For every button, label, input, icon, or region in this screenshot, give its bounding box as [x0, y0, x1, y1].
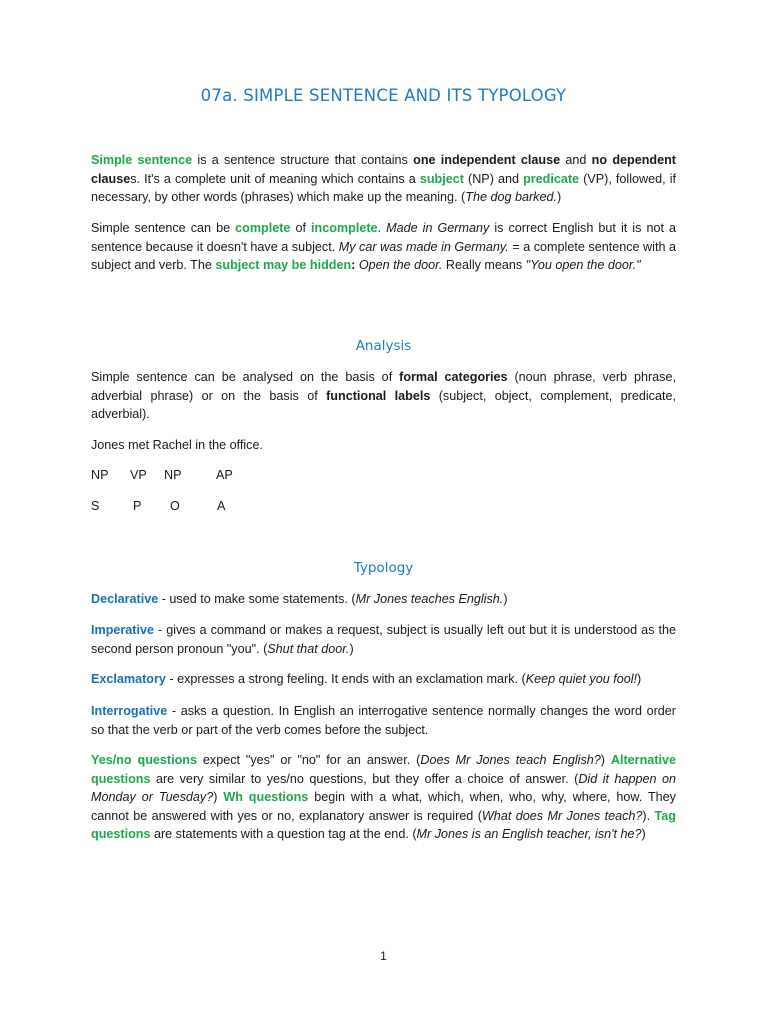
text: (NP) and	[463, 171, 524, 186]
bold-text: no dependent clause	[91, 153, 676, 186]
analysis-paragraph	[91, 368, 676, 424]
text: are very similar to yes/no questions, but they offer a choice of answer. (	[150, 771, 579, 786]
example-text: My car was made in Germany.	[338, 239, 509, 254]
example-text: Does Mr Jones teach English?	[420, 753, 601, 767]
term-simple-sentence: Simple sentence	[91, 153, 193, 167]
text: )	[349, 641, 354, 656]
example-text: Open the door.	[358, 258, 443, 273]
text: (noun phrase, verb phrase, adverbial phrase) or on the basis of	[91, 370, 676, 403]
example-text: The dog barked.	[465, 190, 557, 205]
term-complete: complete	[235, 221, 291, 235]
text: is a sentence structure that contains	[192, 153, 414, 167]
term-exclamatory: Exclamatory	[91, 672, 166, 686]
text: is correct English but it is not a sentence because it doesn't have a subject.	[91, 221, 677, 254]
label-np-1: NP	[91, 468, 109, 482]
text: )	[600, 753, 611, 767]
intro-paragraph-2	[91, 219, 676, 275]
page-title: 07a. SIMPLE SENTENCE AND ITS TYPOLOGY	[200, 86, 567, 105]
term-yes-no-questions: Yes/no questions	[91, 753, 197, 767]
text: Simple sentence can be analysed on the basis of	[91, 370, 400, 384]
typology-exclamatory	[91, 670, 676, 689]
text: and	[560, 153, 592, 167]
text: )	[637, 672, 642, 686]
typology-imperative	[91, 621, 676, 658]
term-declarative: Declarative	[91, 592, 159, 606]
document-page	[91, 0, 676, 1024]
example-text: Mr Jones teaches English.	[355, 592, 504, 606]
text: Really means	[442, 258, 526, 273]
example-text: Shut that door.	[267, 641, 350, 656]
bold-text: functional labels	[326, 388, 431, 403]
page-number: 1	[380, 949, 387, 963]
text: .	[377, 221, 387, 235]
label-np-2: NP	[164, 468, 182, 482]
label-ap: AP	[216, 468, 233, 482]
label-s: S	[91, 499, 100, 513]
text: (VP), followed, if necessary, by other words (phrases) which make up the meaning. (	[91, 171, 676, 205]
bold-text: :	[351, 258, 359, 273]
text: Simple sentence can be	[91, 221, 236, 235]
example-text: Made in Germany	[386, 221, 490, 235]
term-predicate: predicate	[523, 171, 580, 186]
text: - expresses a strong feeling. It ends with an exclamation mark. (	[165, 672, 526, 686]
term-subject-hidden: subject may be hidden	[215, 258, 352, 273]
term-imperative: Imperative	[91, 623, 154, 637]
heading-analysis: Analysis	[355, 338, 412, 354]
bold-text: one independent clause	[413, 153, 561, 167]
text: of	[290, 221, 312, 235]
text: )	[556, 190, 562, 205]
text: (subject, object, complement, predicate, adverbial).	[91, 388, 676, 422]
label-a: A	[217, 499, 226, 513]
typology-questions	[91, 751, 676, 844]
term-alternative-questions: Alternative questions	[91, 753, 676, 786]
term-subject: subject	[419, 171, 464, 186]
example-text: Keep quiet you fool!	[525, 672, 638, 686]
text: )	[213, 790, 224, 805]
text: )	[641, 827, 646, 842]
term-incomplete: incomplete	[311, 221, 378, 235]
example-text: Mr Jones is an English teacher, isn't he?	[416, 827, 642, 842]
text: begin with a what, which, when, who, why, where, how. They cannot be answered with yes or no, explanatory answer is required (	[91, 790, 676, 823]
example-text: "You open the door."	[525, 258, 641, 273]
typology-interrogative	[91, 702, 676, 739]
term-interrogative: Interrogative	[91, 704, 168, 718]
example-text: What does Mr Jones teach?	[481, 808, 643, 823]
text: s. It's a complete unit of meaning which contains a	[130, 171, 420, 186]
typology-declarative	[91, 590, 676, 609]
term-tag-questions: Tag questions	[91, 808, 676, 842]
text: ).	[642, 808, 655, 823]
label-vp: VP	[130, 468, 147, 482]
intro-paragraph-1	[91, 151, 676, 207]
analysis-example: Jones met Rachel in the office.	[91, 438, 263, 452]
bold-text: formal categories	[399, 370, 508, 384]
text: - used to make some statements. (	[158, 592, 356, 606]
example-text: Did it happen on Monday or Tuesday?	[91, 771, 676, 805]
heading-typology: Typology	[353, 560, 414, 576]
text: - gives a command or makes a request, subject is usually left out but it is understood as the second person pronoun "you". (	[91, 623, 676, 656]
text: are statements with a question tag at the end. (	[150, 827, 417, 842]
text: - asks a question. In English an interrogative sentence normally changes the word order so that the verb or part of the verb comes before the subject.	[91, 704, 676, 737]
label-o: O	[170, 499, 180, 513]
label-p: P	[133, 499, 142, 513]
text: )	[503, 592, 508, 606]
text: expect "yes" or "no" for an answer. (	[196, 753, 421, 767]
text: = a complete sentence with a subject and verb. The	[91, 239, 676, 273]
term-wh-questions: Wh questions	[223, 790, 309, 805]
